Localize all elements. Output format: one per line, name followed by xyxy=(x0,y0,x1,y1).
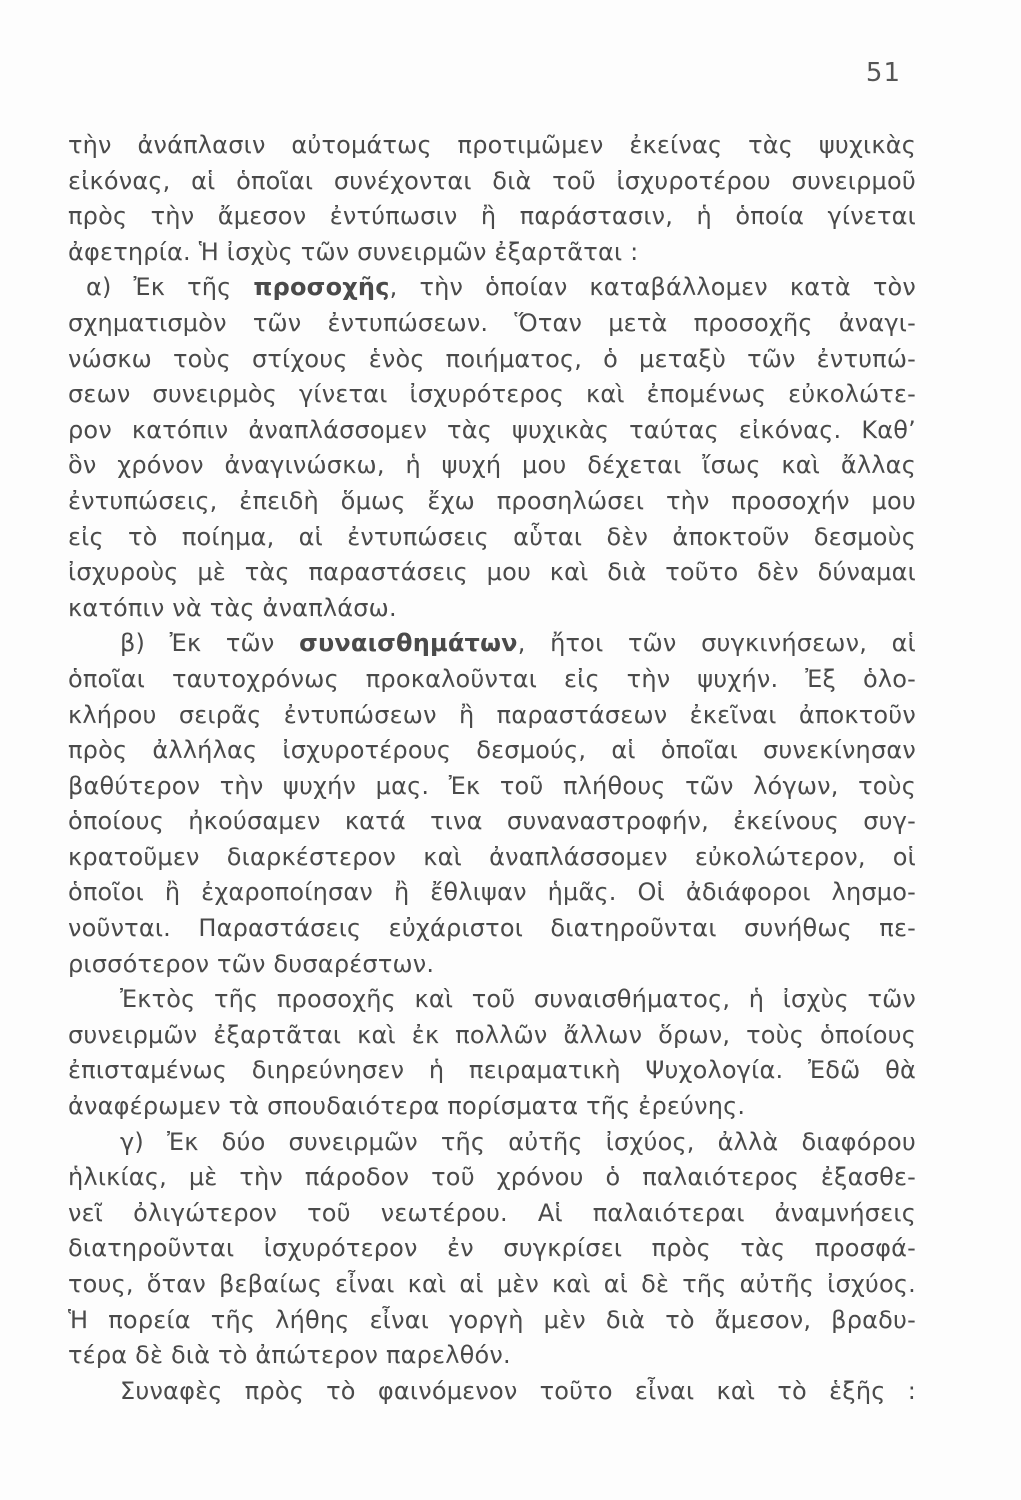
text-line: ὁποίους ἠκούσαμεν κατά τινα συναναστροφήν, ἐκείνους συγ- xyxy=(68,807,916,836)
text-line: ἀναφέρωμεν τὰ σπουδαιότερα πορίσματα τῆς ἐρεύνης. xyxy=(68,1092,746,1121)
text-line: ἀφετηρία. Ἡ ἰσχὺς τῶν συνειρμῶν ἐξαρτᾶται : xyxy=(68,237,639,266)
text-segment: , τὴν ὁποίαν καταβάλλομεν κατὰ τὸν xyxy=(389,273,916,302)
text-line: κρατοῦμεν διαρκέστερον καὶ ἀναπλάσσομεν εὐκολώτερον, οἱ xyxy=(68,842,916,871)
text-line: βαθύτερον τὴν ψυχήν μας. Ἐκ τοῦ πλήθους τῶν λόγων, τοὺς xyxy=(68,771,916,800)
text-line: τους, ὅταν βεβαίως εἶναι καὶ αἱ μὲν καὶ αἱ δὲ τῆς αὐτῆς ἰσχύος. xyxy=(68,1270,916,1298)
text-line: ἡλικίας, μὲ τὴν πάροδον τοῦ χρόνου ὁ παλαιότερος ἐξασθε- xyxy=(68,1163,916,1192)
text-line: πρὸς τὴν ἄμεσον ἐντύπωσιν ἢ παράστασιν, ἡ ὁποία γίνεται xyxy=(68,202,916,231)
text-line: ὁποῖαι ταυτοχρόνως προκαλοῦνται εἰς τὴν ψυχήν. Ἐξ ὁλο- xyxy=(68,664,916,693)
text-line xyxy=(68,270,916,306)
text-line: νώσκω τοὺς στίχους ἑνὸς ποιήματος, ὁ μεταξὺ τῶν ἐντυπώ- xyxy=(68,344,916,373)
text-line: γ) Ἐκ δύο συνειρμῶν τῆς αὐτῆς ἰσχύος, ἀλλὰ διαφόρου xyxy=(120,1127,916,1156)
text-line: σχηματισμὸν τῶν ἐντυπώσεων. Ὅταν μετὰ προσοχῆς ἀναγι- xyxy=(68,308,916,337)
text-line: κατόπιν νὰ τὰς ἀναπλάσω. xyxy=(68,593,397,622)
text-line: κλήρου σειρᾶς ἐντυπώσεων ἢ παραστάσεων ἐκεῖναι ἀποκτοῦν xyxy=(68,700,916,729)
text-line: διατηροῦνται ἰσχυρότερον ἐν συγκρίσει πρὸς τὰς προσφά- xyxy=(68,1234,916,1263)
text-segment: , ἤτοι τῶν συγκινήσεων, αἱ xyxy=(517,629,916,658)
text-line: εἰς τὸ ποίημα, αἱ ἐντυπώσεις αὗται δὲν ἀποκτοῦν δεσμοὺς xyxy=(68,522,916,551)
text-line: τὴν ἀνάπλασιν αὐτομάτως προτιμῶμεν ἐκείνας τὰς ψυχικὰς xyxy=(68,131,916,159)
page-number: 51 xyxy=(865,58,901,88)
text-line: ὁποῖοι ἢ ἐχαροποίησαν ἢ ἔθλιψαν ἡμᾶς. Οἱ ἀδιάφοροι λησμο- xyxy=(68,878,916,907)
text-line: πρὸς ἀλλήλας ἰσχυροτέρους δεσμούς, αἱ ὁποῖαι συνεκίνησαν xyxy=(68,736,916,765)
text-line: ρον κατόπιν ἀναπλάσσομεν τὰς ψυχικὰς ταύτας εἰκόνας. Καθ’ xyxy=(68,415,916,444)
emphasized-term: προσοχῆς xyxy=(253,273,390,302)
text-line: Ἐκτὸς τῆς προσοχῆς καὶ τοῦ συναισθήματος, ἡ ἰσχὺς τῶν xyxy=(120,985,916,1014)
text-line: ἐντυπώσεις, ἐπειδὴ ὅμως ἔχω προσηλώσει τὴν προσοχήν μου xyxy=(68,486,916,515)
text-line: συνειρμῶν ἐξαρτᾶται καὶ ἐκ πολλῶν ἄλλων ὅρων, τοὺς ὁποίους xyxy=(68,1020,916,1049)
text-line: νοῦνται. Παραστάσεις εὐχάριστοι διατηροῦνται συνήθως πε- xyxy=(68,914,916,943)
text-line: ἰσχυροὺς μὲ τὰς παραστάσεις μου καὶ διὰ τοῦτο δὲν δύναμαι xyxy=(68,558,916,587)
text-segment: β) Ἐκ τῶν xyxy=(120,629,300,658)
text-line: ὃν χρόνον ἀναγινώσκω, ἡ ψυχή μου δέχεται ἴσως καὶ ἄλλας xyxy=(68,451,916,480)
text-line: νεῖ ὀλιγώτερον τοῦ νεωτέρου. Αἱ παλαιότεραι ἀναμνήσεις xyxy=(68,1198,916,1227)
text-line: ἐπισταμένως διηρεύνησεν ἡ πειραματικὴ Ψυχολογία. Ἐδῶ θὰ xyxy=(68,1056,916,1085)
text-line xyxy=(68,626,916,662)
emphasized-term: συναισθημάτων xyxy=(299,629,518,658)
text-line: εἰκόνας, αἱ ὁποῖαι συνέχονται διὰ τοῦ ἰσχυροτέρου συνειρμοῦ xyxy=(68,166,916,195)
body-text xyxy=(68,128,916,1409)
text-line: Συναφὲς πρὸς τὸ φαινόμενον τοῦτο εἶναι καὶ τὸ ἑξῆς : xyxy=(120,1376,916,1405)
text-line: σεων συνειρμὸς γίνεται ἰσχυρότερος καὶ ἐπομένως εὐκολώτε- xyxy=(68,380,916,409)
text-line: ρισσότερον τῶν δυσαρέστων. xyxy=(68,949,435,978)
text-line: Ἡ πορεία τῆς λήθης εἶναι γοργὴ μὲν διὰ τὸ ἄμεσον, βραδυ- xyxy=(68,1305,916,1334)
text-line: τέρα δὲ διὰ τὸ ἀπώτερον παρελθόν. xyxy=(68,1341,511,1370)
text-segment: α) Ἐκ τῆς xyxy=(86,273,254,302)
